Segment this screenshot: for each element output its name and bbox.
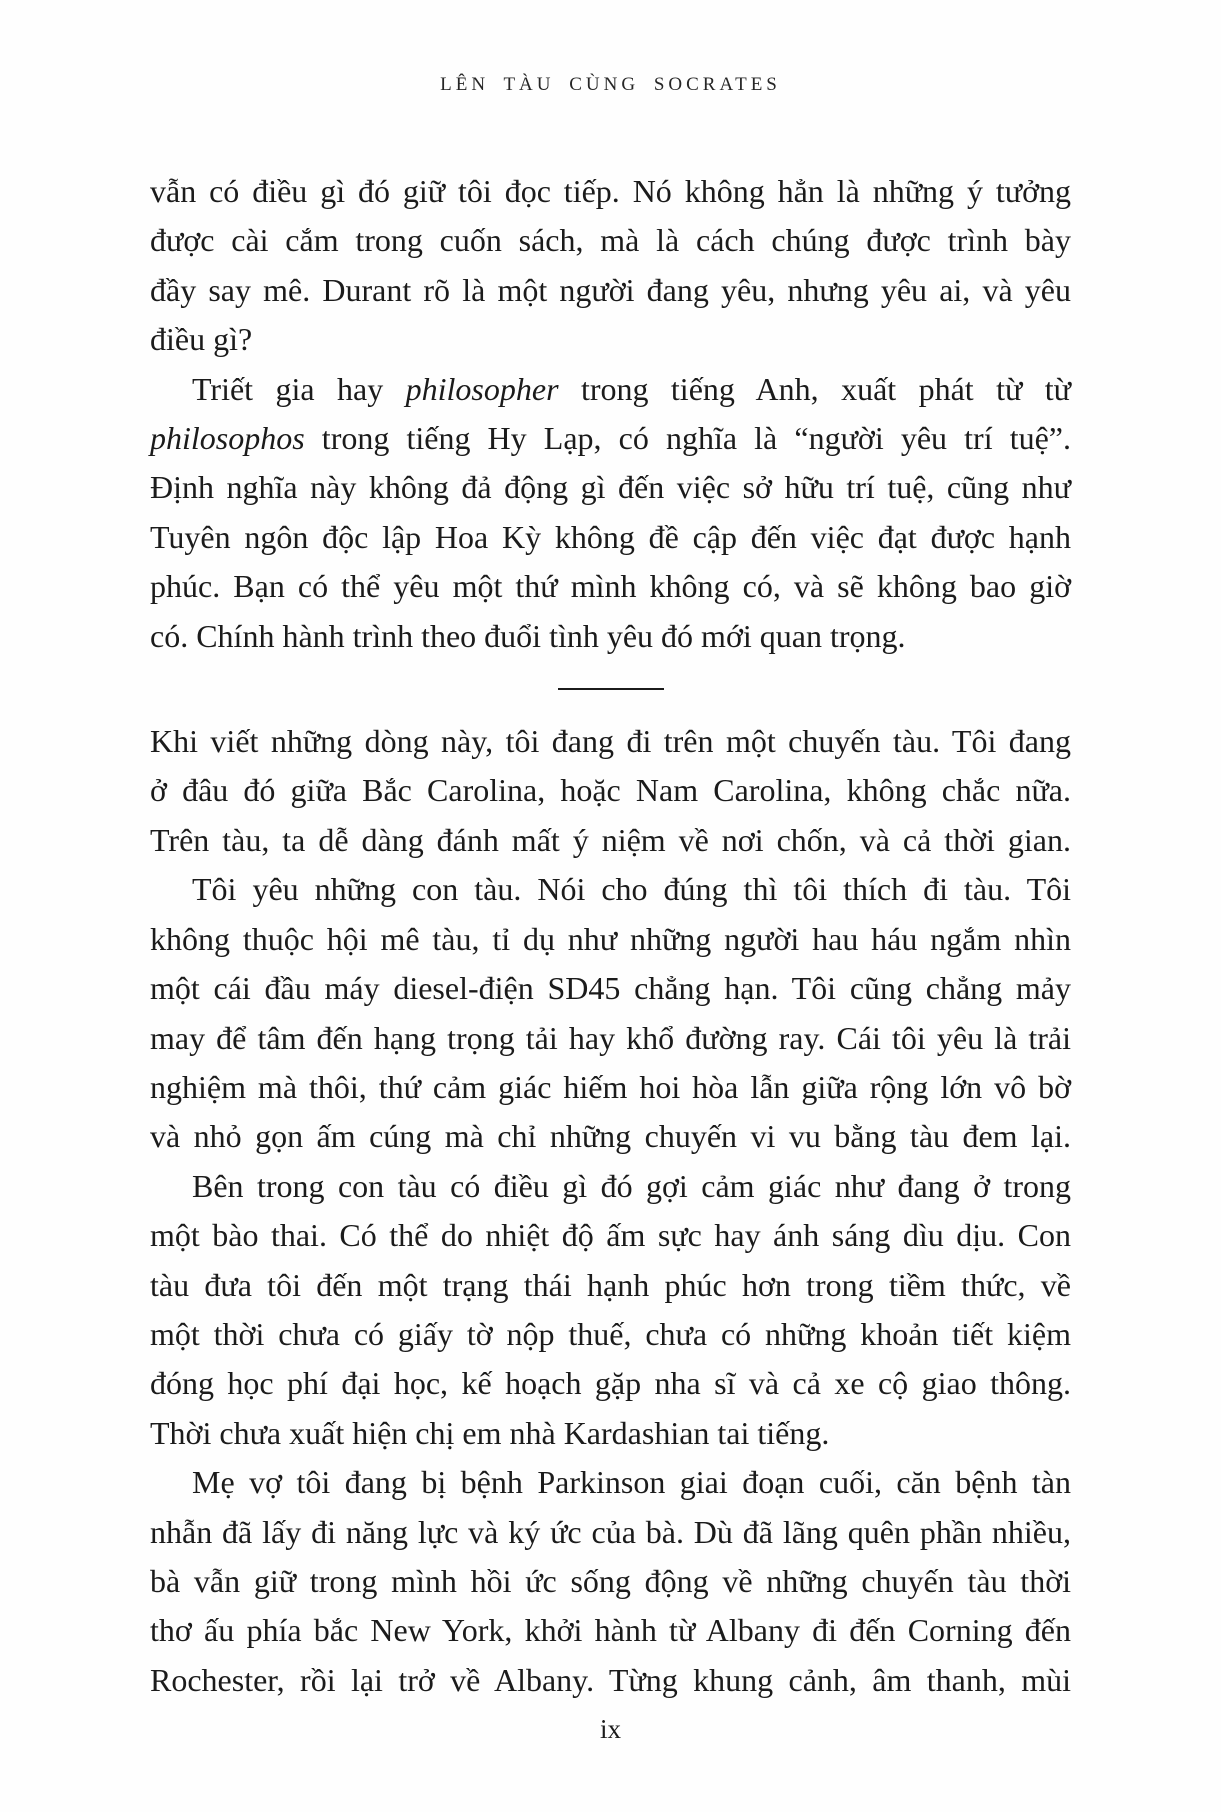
text-line: một bào thai. Có thể do nhiệt độ ấm sực hay ánh sáng dìu dịu. Con xyxy=(150,1217,1071,1254)
section-break xyxy=(150,661,1071,717)
paragraph xyxy=(150,1162,1071,1458)
text-line: Bên trong con tàu có điều gì đó gợi cảm giác như đang ở trong xyxy=(192,1167,1071,1204)
text-line: bà vẫn giữ trong mình hồi ức sống động về những chuyến tàu thời xyxy=(150,1562,1071,1599)
text-line: philosophos trong tiếng Hy Lạp, có nghĩa là “người yêu trí tuệ”. xyxy=(150,420,1071,457)
text-line: ở đâu đó giữa Bắc Carolina, hoặc Nam Carolina, không chắc nữa. xyxy=(150,772,1071,809)
text-line: và nhỏ gọn ấm cúng mà chỉ những chuyến vi vu bằng tàu đem lại. xyxy=(150,1118,1071,1155)
paragraph xyxy=(150,365,1071,661)
section-break-rule xyxy=(558,688,664,690)
text-line: được cài cắm trong cuốn sách, mà là cách chúng được trình bày xyxy=(150,222,1071,259)
text-line: nhẫn đã lấy đi năng lực và ký ức của bà. Dù đã lãng quên phần nhiều, xyxy=(150,1513,1071,1550)
text-line: Trên tàu, ta dễ dàng đánh mất ý niệm về nơi chốn, và cả thời gian. xyxy=(150,821,1071,858)
text-line: may để tâm đến hạng trọng tải hay khổ đường ray. Cái tôi yêu là trải xyxy=(150,1019,1071,1056)
text-line: Mẹ vợ tôi đang bị bệnh Parkinson giai đoạn cuối, căn bệnh tàn xyxy=(192,1464,1071,1501)
page-body xyxy=(150,167,1071,1705)
text-line: một cái đầu máy diesel-điện SD45 chẳng hạn. Tôi cũng chẳng mảy xyxy=(150,970,1071,1007)
page-number: ix xyxy=(599,1714,621,1744)
text-line: có. Chính hành trình theo đuổi tình yêu đó mới quan trọng. xyxy=(150,617,906,654)
text-line: Rochester, rồi lại trở về Albany. Từng khung cảnh, âm thanh, mùi xyxy=(150,1661,1071,1698)
text-line: một thời chưa có giấy tờ nộp thuế, chưa có những khoản tiết kiệm xyxy=(150,1315,1071,1352)
text-line: thơ ấu phía bắc New York, khởi hành từ Albany đi đến Corning đến xyxy=(150,1612,1071,1649)
text-line: Tôi yêu những con tàu. Nói cho đúng thì tôi thích đi tàu. Tôi xyxy=(192,871,1071,908)
running-header: LÊN TÀU CÙNG SOCRATES xyxy=(440,74,781,95)
text-line: đóng học phí đại học, kế hoạch gặp nha sĩ và cả xe cộ giao thông. xyxy=(150,1365,1071,1402)
text-line: nghiệm mà thôi, thứ cảm giác hiếm hoi hòa lẫn giữa rộng lớn vô bờ xyxy=(150,1068,1071,1105)
text-line: điều gì? xyxy=(150,321,253,358)
paragraph xyxy=(150,717,1071,865)
paragraph xyxy=(150,167,1071,365)
text-line: Khi viết những dòng này, tôi đang đi trên một chuyến tàu. Tôi đang xyxy=(150,723,1071,760)
paragraph xyxy=(150,1458,1071,1705)
text-line: Tuyên ngôn độc lập Hoa Kỳ không đề cập đến việc đạt được hạnh xyxy=(150,518,1071,555)
text-line: không thuộc hội mê tàu, tỉ dụ như những người hau háu ngắm nhìn xyxy=(150,920,1071,957)
text-line: tàu đưa tôi đến một trạng thái hạnh phúc hơn trong tiềm thức, về xyxy=(150,1266,1071,1303)
text-line: vẫn có điều gì đó giữ tôi đọc tiếp. Nó không hẳn là những ý tưởng xyxy=(150,173,1071,209)
text-line: Triết gia hay philosopher trong tiếng Anh, xuất phát từ từ xyxy=(192,370,1071,407)
paragraph xyxy=(150,865,1071,1161)
text-line: Thời chưa xuất hiện chị em nhà Kardashian tai tiếng. xyxy=(150,1414,830,1451)
text-line: phúc. Bạn có thể yêu một thứ mình không có, và sẽ không bao giờ xyxy=(150,568,1071,605)
text-line: đầy say mê. Durant rõ là một người đang yêu, nhưng yêu ai, và yêu xyxy=(150,271,1071,308)
text-line: Định nghĩa này không đả động gì đến việc sở hữu trí tuệ, cũng như xyxy=(150,469,1071,506)
